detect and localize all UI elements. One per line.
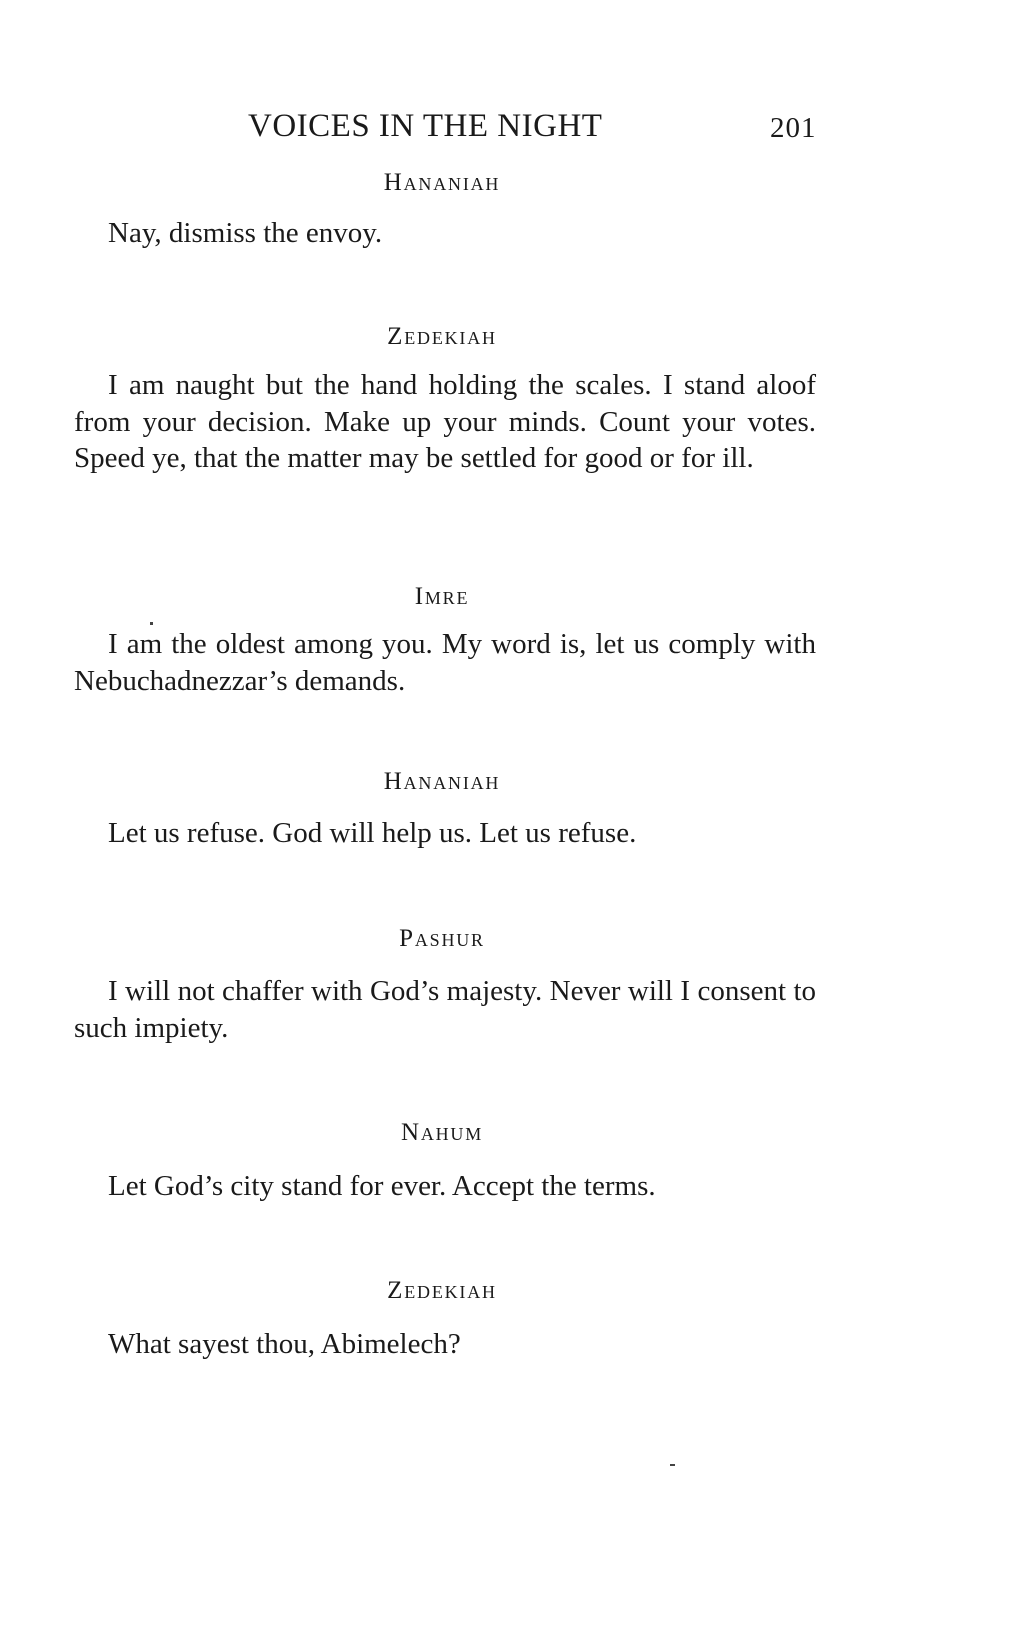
speech-text: What sayest thou, Abimelech? xyxy=(108,1328,461,1360)
page-number: 201 xyxy=(770,112,817,144)
speaker-name: Hananiah xyxy=(383,169,501,196)
print-speck xyxy=(670,1464,675,1466)
speech-text: I will not chaffer with God’s majesty. Never will I consent to such impiety. xyxy=(74,975,816,1044)
running-title: VOICES IN THE NIGHT xyxy=(248,108,603,144)
speaker-name: Nahum xyxy=(400,1119,484,1146)
speech-text: Let God’s city stand for ever. Accept the terms. xyxy=(108,1170,656,1202)
speaker-name: Imre xyxy=(414,583,470,610)
speaker-name: Pashur xyxy=(399,925,485,952)
print-speck xyxy=(150,622,153,625)
speaker-name: Zedekiah xyxy=(387,323,497,350)
speaker-name: Hananiah xyxy=(383,768,501,795)
speaker-name: Zedekiah xyxy=(387,1277,497,1304)
speech-text: Nay, dismiss the envoy. xyxy=(108,217,383,249)
speech-text: I am naught but the hand holding the scales. I stand aloof from your decision. Make up your minds. Count your votes. Speed ye, that the matter may be settled for good or for ill. xyxy=(74,369,816,474)
speech-text: I am the oldest among you. My word is, let us comply with Nebuchadnezzar’s demands. xyxy=(74,628,816,697)
speech-text: Let us refuse. God will help us. Let us refuse. xyxy=(108,817,637,849)
